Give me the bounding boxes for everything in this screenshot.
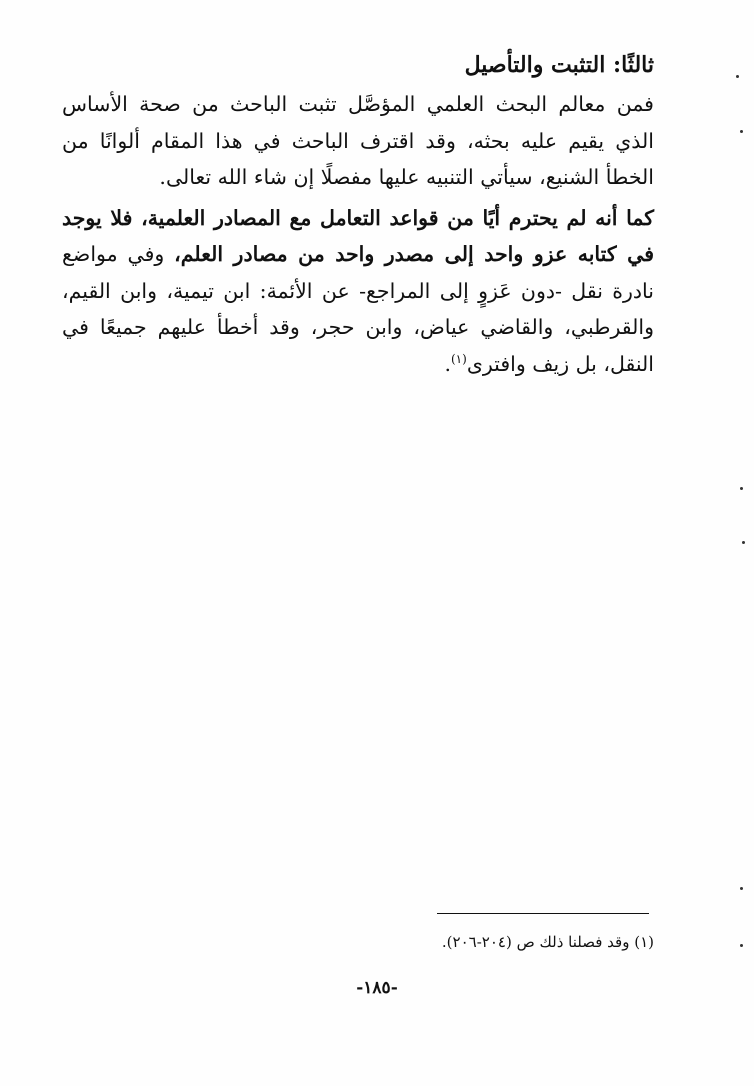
footnote-marker: (١) [634, 933, 654, 951]
main-text-block [62, 48, 654, 382]
scan-speck [740, 887, 743, 890]
scan-speck [740, 944, 743, 947]
scan-speck [740, 487, 743, 490]
page-number: -١٨٥- [356, 978, 398, 998]
scan-speck [740, 130, 743, 133]
paragraph-1 [62, 86, 654, 196]
footnote-1 [360, 930, 654, 954]
paragraph-2-rest: وفي مواضع نادرة نقل -دون عَزوٍ إلى المراجع- عن الأئمة: ابن تيمية، وابن القيم، والقرطبي، والقاضي عياض، وابن حجر، وقد أخطأ عليهم جميعًا في النقل، بل زيف وافترى [62, 242, 654, 376]
section-heading: ثالثًا: التثبت والتأصيل [464, 52, 654, 78]
scan-speck [736, 75, 739, 78]
footnote-separator [437, 913, 649, 914]
scan-speck [742, 541, 745, 544]
paragraph-2-end: . [444, 351, 451, 376]
paragraph-2-lead: كما أنه لم يحترم أيًا من قواعد التعامل مع المصادر العلمية، فلا يوجد في كتابه عزو واحد إلى مصدر واحد من مصادر العلم، [62, 205, 654, 266]
paragraph-1-text: فمن معالم البحث العلمي المؤصَّل تثبت الباحث من صحة الأساس الذي يقيم عليه بحثه، وقد اقترف الباحث في هذا المقام ألوانًا من الخطأ الشنيع، سيأتي التنبيه عليها مفصلًا إن شاء الله تعالى. [62, 92, 654, 189]
paragraph-2 [62, 200, 654, 383]
footnote-reference: (١) [450, 351, 467, 366]
footnote-text: وقد فصلنا ذلك ص (٢٠٤-٢٠٦). [441, 933, 630, 951]
